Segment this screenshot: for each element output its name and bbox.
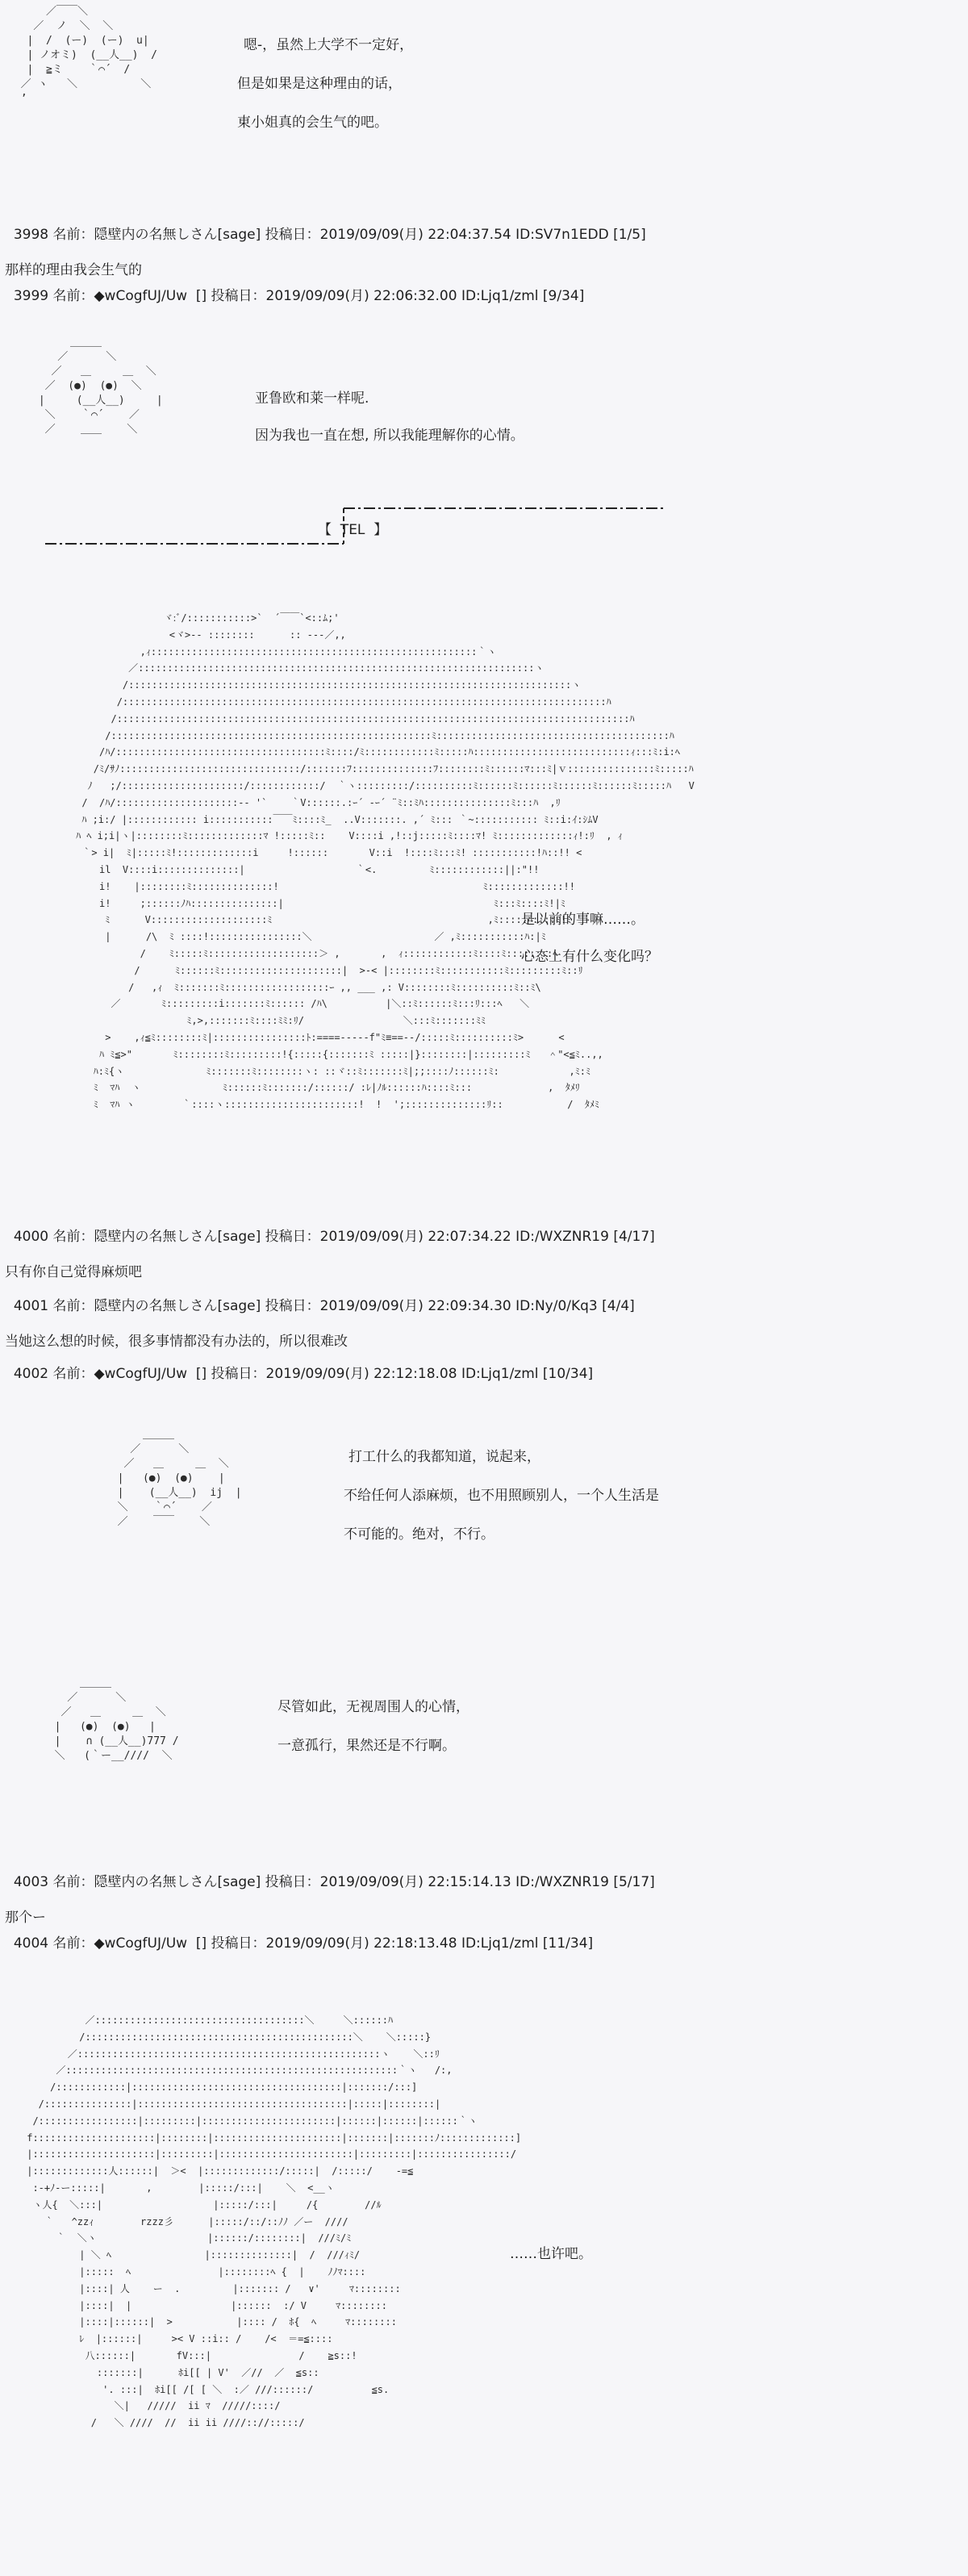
post-body: 那样的理由我会生气的 — [5, 262, 142, 278]
dialogue-line: 嗯-，虽然上大学不一定好， — [244, 37, 414, 53]
post-header: 3999 名前：◆wCogfUJ/Uw [] 投稿日：2019/09/09(月) 22:06:32.00 ID:Ljq1/zml [9/34] — [13, 288, 585, 304]
scene-2 — [0, 331, 968, 476]
dialogue-line: 因为我也一直在想, 所以我能理解你的心情。 — [255, 428, 524, 444]
ascii-art-yaranaio: ＿＿＿ ／ ＼ ／ ＿ ＿ ＼ | (●) (●) | | (__人__) ij | ＼ ｀⌒´ ／ ／ ￣￣ ＼ — [117, 1429, 242, 1528]
scene-6 — [0, 2001, 968, 2517]
post-header: 4002 名前：◆wCogfUJ/Uw [] 投稿日：2019/09/09(月) 22:12:18.08 ID:Ljq1/zml [10/34] — [13, 1366, 594, 1382]
dialogue-line: 打工什么的我都知道，说起来， — [348, 1449, 540, 1465]
dialogue-line: 一意孤行，果然还是不行啊。 — [277, 1738, 456, 1754]
post-3999 — [5, 269, 584, 305]
post-header: 4003 名前：隠壁内の名無しさん[sage] 投稿日：2019/09/09(月) 22:15:14.13 ID:/WXZNR19 [5/17] — [13, 1874, 655, 1890]
dialogue-line: ……也许吧。 — [510, 2246, 592, 2262]
scene-1 — [0, 0, 968, 169]
dialogue-line: 是以前的事嘛……。 — [521, 912, 645, 928]
post-4004 — [5, 1917, 593, 1952]
ascii-art-yaruo: ／￣￣＼ ／ ノ ＼ ＼ | / (ー) (ー) u| | ノオミ) (__人__) / | ≧ミ ｀⌒´ / ／ ヽ ＼ ＼ ’ — [20, 6, 157, 105]
ascii-art-yaranaio-lying: ／::::::::::::::::::::::::::::::::::::＼ ＼::::::ﾊ /::::::::::::::::::::::::::::::::::::::::::::::＼ ＼:::::} ／::::::::::::::::::::::::::::::::::::::::::::::::::::ヽ ＼::ﾘ ／:::::::::::::::::::::::::::::::::::::::::::::::::::::::::｀ヽ /:, /::::::::::::|::::::::::::::::::::::::::::::::::::|:::::::/:::] /:::::::::::::::|::::::::::::::::::::::::::::::::::::|:::::|::::::::| /:::::::::::::::::|:::::::::|:::::::::::::::::::::::|::::::|::::::|::::::｀ヽ f:::::::::::::::::::::|::::::::|::::::::::::::::::::::|:::::::|:::::::ﾉ:::::::::::::] |:::::::::::::::::::::|:::::::::|:::::::::::::::::::::::|:::::::::|::::::::::::::::/ |:::::::::::::人::::::| ＞< |:::::::::::::/:::::| /:::::/ -=≦ :-+ﾉ-ー:::::| , |:::::/:::| ＼ <__ヽ ヽ人{ ＼:::| |:::::/:::| /{ //ﾙ ｀ ^zzｨ rzzz彡 |:::::/::/::ﾉﾉ ／ー //// ｀ ＼ヽ |::::::/::::::::| ///ﾐ/ﾐ | ＼ ﾍ |::::::::::::::| / ///ｨﾐ/ |::::: ﾍ |::::::::ﾍ { | ﾉﾉﾏ:::: |::::| 人 ー . |::::::: / ∨' ﾏ:::::::: |::::| | |:::::: :/ V ﾏ:::::::: |::::|::::::| > |:::: / ﾎ{ ﾍ ﾏ:::::::: ﾚ |::::::| >< V ::i:: / /< ＝=≦:::: 八::::::| fV:::| / ≧s::! :::::::| ﾎi[[ | V' ／// ／ ≦s:: '. :::| ﾎi[[ /[ [ ＼ :／ ///::::::/ ≦s. ＼| ///// ii ﾏ /////::::/ / ＼ //// // ii ii ////:://:::::/ — [27, 2014, 522, 2429]
dialogue-line: 不给任何人添麻烦，也不用照顾别人，一个人生活是 — [344, 1488, 659, 1504]
dialogue-line: 尽管如此，无视周围人的心情， — [277, 1699, 469, 1715]
dialogue-line: 亚鲁欧和莱一样呢. — [255, 390, 369, 407]
post-header: 4004 名前：◆wCogfUJ/Uw [] 投稿日：2019/09/09(月) 22:18:13.48 ID:Ljq1/zml [11/34] — [13, 1935, 594, 1952]
scene-3 — [0, 610, 968, 1191]
ascii-art-yaranaio: ＿＿＿ ／ ＼ ／ ＿ ＿ ＼ ／ (●) (●) ＼ | (__人__) | ＼ ｀⌒´ ／ ／ ＿＿ ＼ — [38, 336, 163, 436]
dialogue-line: 但是如果是这种理由的话， — [237, 76, 402, 92]
post-header: 3998 名前：隠壁内の名無しさん[sage] 投稿日：2019/09/09(月) 22:04:37.54 ID:SV7n1EDD [1/5] — [13, 227, 646, 243]
dialogue-line: 心态上有什么变化吗？ — [521, 949, 658, 965]
post-body: 那个ー — [5, 1910, 46, 1926]
dialogue-line: 不可能的。绝对，不行。 — [344, 1526, 494, 1543]
phone-line-graphic — [0, 492, 968, 557]
tel-separator — [0, 492, 968, 557]
scene-5 — [0, 1662, 968, 1823]
ascii-art-yaranaio: ＿＿＿ ／ ＼ ／ ＿ ＿ ＼ | (●) (●) | | ∩ (__人__)777 / ＼ (｀ー__//// ＼ — [54, 1677, 179, 1762]
dialogue-line: 東小姐真的会生气的吧。 — [237, 115, 388, 131]
tel-label: 【 TEL 】 — [318, 522, 388, 538]
post-header: 4000 名前：隠壁内の名無しさん[sage] 投稿日：2019/09/09(月) 22:07:34.22 ID:/WXZNR19 [4/17] — [13, 1229, 655, 1245]
post-body: 只有你自己觉得麻烦吧 — [5, 1264, 142, 1280]
post-4002 — [5, 1347, 593, 1383]
ascii-art-girl: ヾ:ﾞ/:::::::::::>` ´￣￣`<::ﾑ;' <ヾ>-- :::::::: :: ---／,, ,ｨ::::::::::::::::::::::::::::::::::::::::::::::::::::::::｀ヽ ／::::::::::::::::::::::::::::::::::::::::::::::::::::::::::::::::::::ヽ /::::::::::::::::::::::::::::::::::::::::::::::::::::::::::::::::::::::::::::ヽ /:::::::::::::::::::::::::::::::::::::::::::::::::::::::::::::::::::::::::::::::::::ﾊ /::::::::::::::::::::::::::::::::::::::::::::::::::::::::::::::::::::::::::::::::::::::::ﾊ /:::::::::::::::::::::::::::::::::::::::::::::::::::::::ﾐ::::::::::::::::::::::::::::::::::::::::ﾊ /ﾊ/::::::::::::::::::::::::::::::::::::ﾐ::::/ﾐ::::::::::::ﾐ:::::ﾊ:::::::::::::::::::::::::::ｨ:::ﾐ:i:ﾍ /ﾐ/ｻﾉ:::::::::::::::::::::::::::::::/:::::::ﾌ::::::::::::::ﾌ::::::::ﾐ::::::ﾏ:::ﾐ|ｖ:::::::::::::::ﾐ:::::ﾊ ﾉ ;/:::::::::::::::::::::/::::::::::::/ ｀ヽ:::::::::/::::::::::ﾐ::::::ﾐ::::::ﾐ::::::ﾐ::::::ﾐ:::::ﾊ V / /ﾊ/:::::::::::::::::::::-- '` ｀V::::::.:ｰ´ -ｰ´ ¨ﾐ::ﾐﾊ:::::::::::::::ﾐ:::ﾊ ,ﾘ ﾊ ;i:/ |:::::::::::: i:::::::::::￣￣ﾐ::::ﾐ_ ..V:::::::. ,´ ﾐ::: ｀~::::::::::: ﾐ::i:ｲ:ｼﾑV ﾊ ﾍ i;i|ヽ|::::::::ﾐ:::::::::::::ﾏ !:::::ﾐ:: V::::i ,!::j:::::ﾐ::::ﾏ! ﾐ:::::::::::::ｨ!:ﾘ , ｨ ｀> i| ﾐ|:::::ﾐ!:::::::::::::i !:::::: V::i !::::ﾐ:::ﾐ! :::::::::::!ﾊ::!! < il V::::i::::::::::::::| ｀<. ﾐ::::::::::::||:"!! i! |::::::::ﾐ::::::::::::::! ﾐ:::::::::::::!! i! ;::::::ﾉﾊ:::::::::::::::| ﾐ:::ﾐ::::ﾐ!|ﾐ ﾐ V::::::::::::::::::::ﾐ ,ﾐ:::::ﾊ::::ﾐ!ﾐ | /\ ﾐ ::::!::::::::::::::::＼ ／ ,ﾐ:::::::::::ﾊ:|ﾐ / ﾐ:::::ﾐ:::::::::::::::::::＞ , , ｨ::::::::::::ﾐ::::ﾐ::::::::ﾍ / ﾐ::::::ﾐ:::::::::::::::::::::| >-< |::::::::ﾐ:::::::::::ﾐ:::::::::ﾐ::ﾘ / ,ｨ ﾐ:::::::ﾐ::::::::::::::::::ｰ ,, ___ ,: V::::::::ﾐ::::::::::ﾐ::ﾐ\ ／ ﾐ:::::::::i:::::::ﾐ:::::: /ﾊ\ |＼::ﾐ::::::ﾐ:::ﾘ:::ﾍ ＼ ﾐ,>,:::::::ﾐ::::ﾐﾐ:ﾘ/ ＼:::ﾐ:::::::ﾐﾐ > ,ｨ≦ﾐ::::::::ﾐ|::::::::::::::::ﾄ:====-----f"ﾐ≡==--/:::::ﾐ::::::::::ﾐ> < ﾊ ﾐ≦>" ﾐ::::::::ﾐ:::::::::!{:::::{:::::::ﾐ :::::|}::::::::|:::::::::ﾐ ＾"<≦ﾐ..,, ﾊ:ﾐ{ヽ ﾐ:::::::ﾐ::::::::ヽ: ::ヾ::ﾐ:::::::ﾐ|;;::::ﾉ::::::ﾐ: ,ﾐ:ﾐ ﾐ ﾏﾊ ヽ ﾐ::::::ﾐ:::::::/::::::/ :ﾚ|ﾉﾙ::::::ﾊ::::ﾐ::: , ﾀﾒﾘ ﾐ ﾏﾊ ヽ ｀::::ヽ:::::::::::::::::::::::! ! ';::::::::::::::ﾘ:: / ﾀﾒﾐ — [76, 612, 695, 1111]
scene-4 — [0, 1420, 968, 1597]
post-header: 4001 名前：隠壁内の名無しさん[sage] 投稿日：2019/09/09(月) 22:09:34.30 ID:Ny/0/Kq3 [4/4] — [13, 1298, 635, 1314]
post-body: 当她这么想的时候，很多事情都没有办法的，所以很难改 — [5, 1334, 348, 1350]
